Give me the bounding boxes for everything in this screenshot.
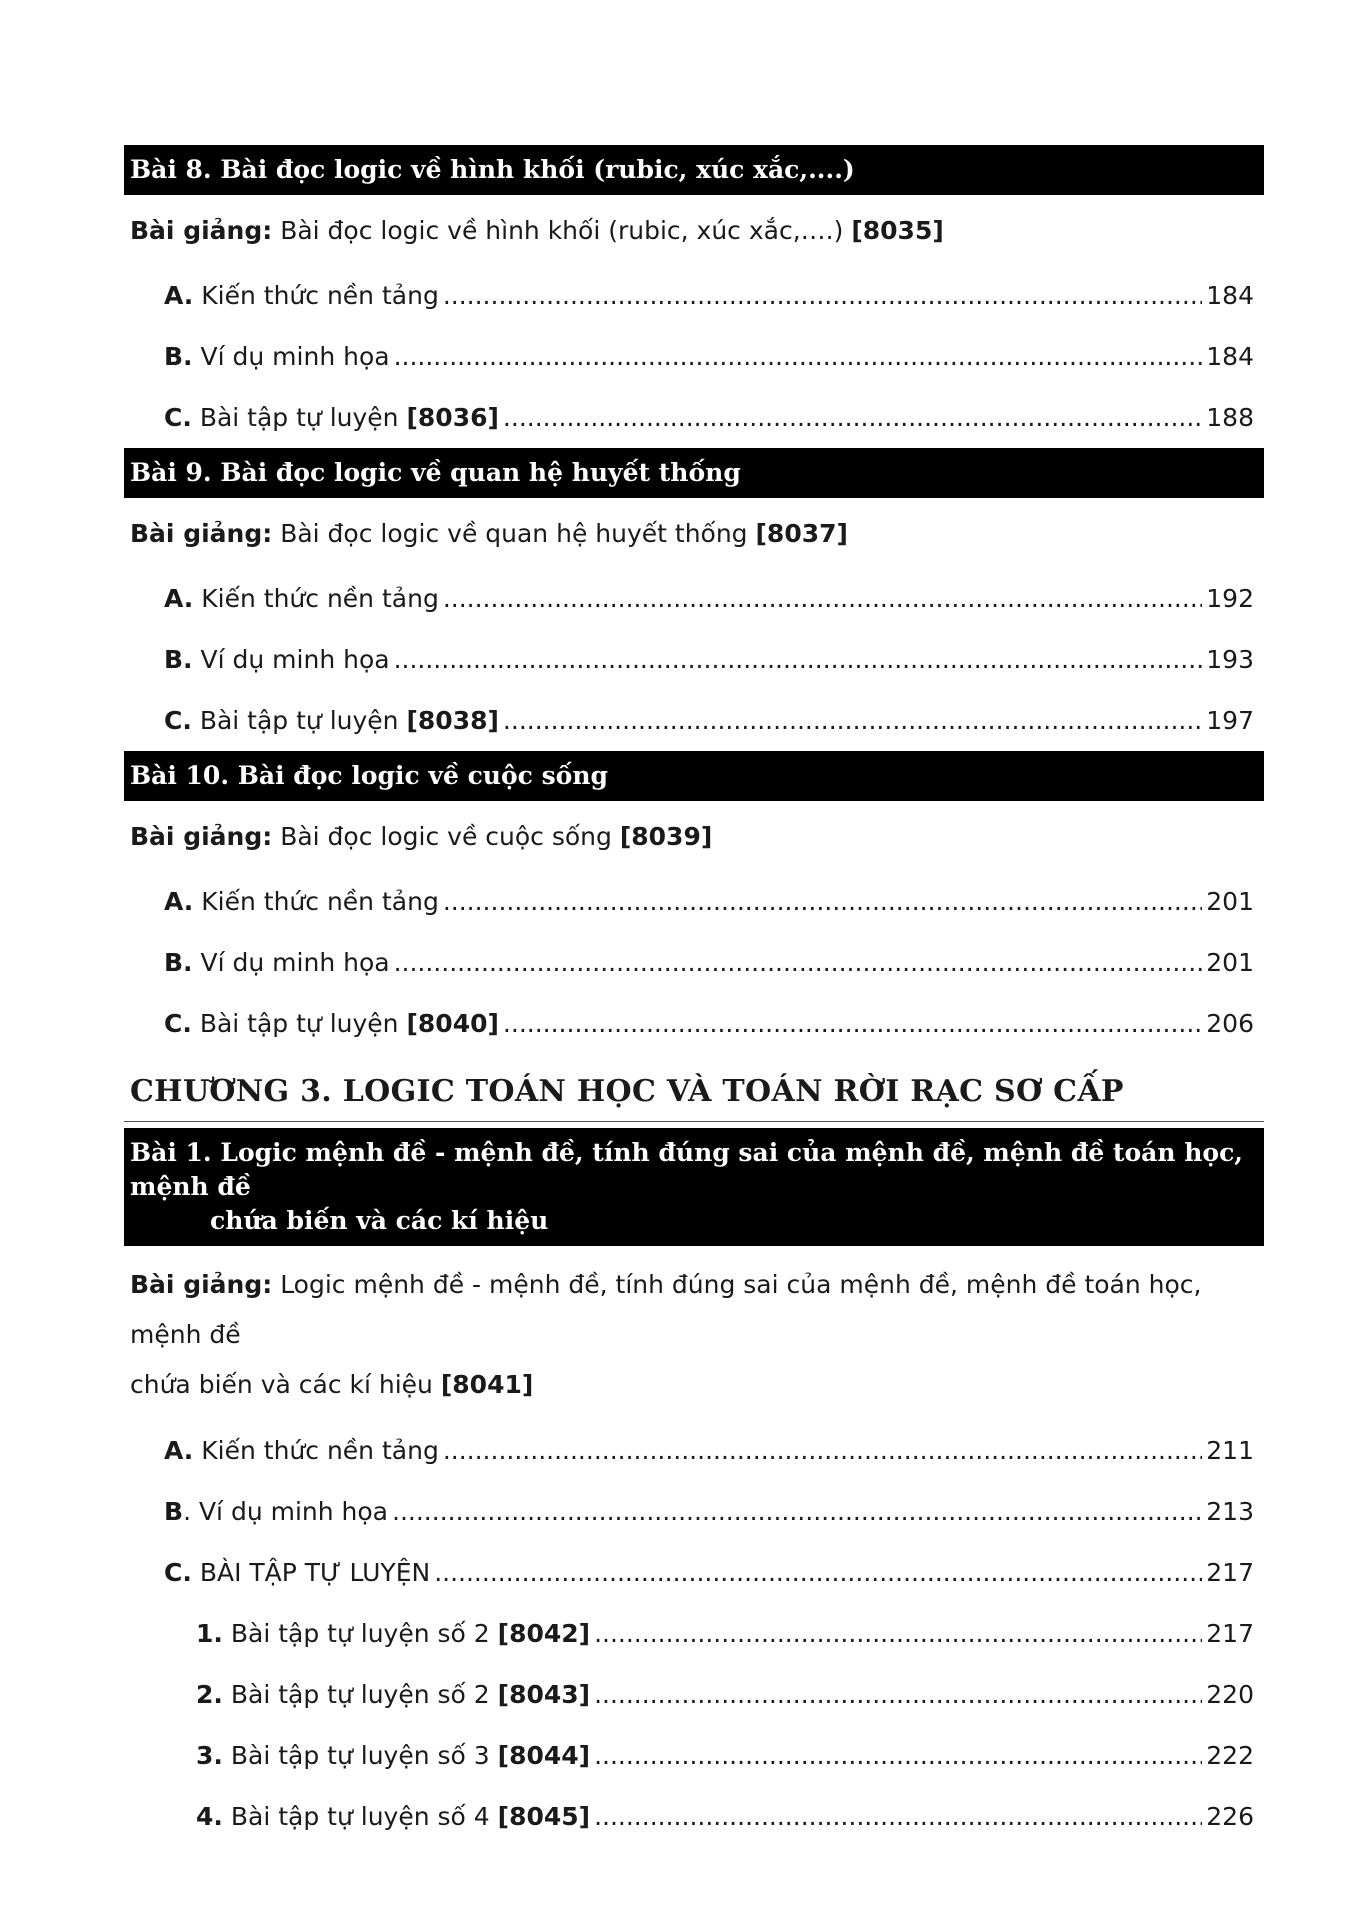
dot-leader <box>392 1481 1202 1542</box>
lesson-heading-number: Bài 1. <box>130 1138 212 1167</box>
dot-leader <box>594 1664 1202 1725</box>
lecture-label: Bài giảng: <box>130 822 273 851</box>
entry-code: [8038] <box>406 706 499 735</box>
entry-text: Ví dụ minh họa <box>200 342 390 371</box>
lesson-heading <box>124 448 1264 498</box>
toc-entry[interactable] <box>124 1542 1264 1603</box>
entry-letter: A. <box>164 281 194 310</box>
lecture-text: Bài đọc logic về hình khối (rubic, xúc xắc,….) <box>280 216 844 245</box>
lecture-line <box>124 498 1264 568</box>
entry-page: 201 <box>1206 887 1254 916</box>
lecture-text: Bài đọc logic về quan hệ huyết thống <box>280 519 748 548</box>
entry-text: Bài tập tự luyện <box>199 706 399 735</box>
subentry-number: 4. <box>196 1802 223 1831</box>
lecture-label: Bài giảng: <box>130 519 273 548</box>
entry-letter: B. <box>164 948 193 977</box>
dot-leader <box>394 629 1203 690</box>
entry-page: 188 <box>1206 403 1254 432</box>
toc-entry[interactable] <box>124 568 1264 629</box>
entry-page: 193 <box>1206 645 1254 674</box>
dot-leader <box>503 387 1202 448</box>
toc-entry[interactable] <box>124 932 1264 993</box>
entry-page: 197 <box>1206 706 1254 735</box>
entry-code: [8036] <box>406 403 499 432</box>
subentry-code: [8043] <box>497 1680 591 1709</box>
entry-letter: C. <box>164 706 192 735</box>
dot-leader <box>394 326 1203 387</box>
toc-subentry[interactable] <box>124 1664 1264 1725</box>
dot-leader <box>434 1542 1202 1603</box>
subentry-page: 226 <box>1206 1802 1254 1831</box>
lesson-heading <box>124 751 1264 801</box>
entry-text: Ví dụ minh họa <box>200 948 390 977</box>
entry-text: Kiến thức nền tảng <box>201 887 439 916</box>
subentry-code: [8045] <box>497 1802 591 1831</box>
dot-leader <box>443 568 1202 629</box>
entry-page: 217 <box>1206 1558 1254 1587</box>
lecture-code: [8037] <box>755 519 848 548</box>
subentry-code: [8044] <box>497 1741 591 1770</box>
entry-page: 201 <box>1206 948 1254 977</box>
lesson-heading-title-cont: chứa biến và các kí hiệu <box>210 1206 549 1235</box>
lecture-line <box>124 195 1264 265</box>
entry-text: BÀI TẬP TỰ LUYỆN <box>199 1558 431 1587</box>
subentry-page: 222 <box>1206 1741 1254 1770</box>
toc-subentry[interactable] <box>124 1725 1264 1786</box>
entry-letter: B. <box>164 645 193 674</box>
lesson-heading <box>124 145 1264 195</box>
entry-letter: B. <box>164 342 193 371</box>
lecture-line <box>124 1246 1264 1420</box>
entry-page: 184 <box>1206 342 1254 371</box>
subentry-number: 3. <box>196 1741 223 1770</box>
toc-entry[interactable] <box>124 993 1264 1054</box>
toc-entry[interactable] <box>124 1420 1264 1481</box>
entry-code: [8040] <box>406 1009 499 1038</box>
toc-entry[interactable] <box>124 871 1264 932</box>
lesson-heading-number: Bài 8. <box>130 155 212 184</box>
lecture-code: [8035] <box>851 216 944 245</box>
lesson-heading-title: Bài đọc logic về cuộc sống <box>237 761 608 790</box>
entry-letter: C. <box>164 403 192 432</box>
entry-letter: A. <box>164 584 194 613</box>
lecture-line <box>124 801 1264 871</box>
entry-letter: C. <box>164 1558 192 1587</box>
lesson-heading-title: Bài đọc logic về hình khối (rubic, xúc xắc,....) <box>220 155 855 184</box>
entry-text: Bài tập tự luyện <box>199 1009 399 1038</box>
lesson-heading-title: Logic mệnh đề - mệnh đề, tính đúng sai của mệnh đề, mệnh đề toán học, mệnh đề <box>130 1138 1243 1201</box>
subentry-page: 217 <box>1206 1619 1254 1648</box>
lecture-text-cont: chứa biến và các kí hiệu <box>130 1370 433 1399</box>
dot-leader <box>443 265 1202 326</box>
dot-leader <box>394 932 1203 993</box>
toc-subentry[interactable] <box>124 1786 1264 1847</box>
toc-page <box>124 145 1264 1847</box>
dot-leader <box>443 1420 1202 1481</box>
dot-leader <box>503 690 1202 751</box>
dot-leader <box>594 1603 1202 1664</box>
subentry-text: Bài tập tự luyện số 3 <box>230 1741 490 1770</box>
toc-entry[interactable] <box>124 326 1264 387</box>
dot-leader <box>594 1786 1202 1847</box>
toc-entry[interactable] <box>124 629 1264 690</box>
lecture-label: Bài giảng: <box>130 1270 273 1299</box>
lecture-text: Bài đọc logic về cuộc sống <box>280 822 612 851</box>
lesson-heading-title: Bài đọc logic về quan hệ huyết thống <box>220 458 741 487</box>
entry-text: . Ví dụ minh họa <box>183 1497 389 1526</box>
entry-text: Bài tập tự luyện <box>199 403 399 432</box>
entry-letter: C. <box>164 1009 192 1038</box>
lecture-code: [8039] <box>619 822 713 851</box>
toc-subentry[interactable] <box>124 1603 1264 1664</box>
toc-entry[interactable] <box>124 387 1264 448</box>
entry-page: 184 <box>1206 281 1254 310</box>
entry-text: Kiến thức nền tảng <box>201 281 439 310</box>
entry-page: 206 <box>1206 1009 1254 1038</box>
subentry-number: 1. <box>196 1619 223 1648</box>
toc-entry[interactable] <box>124 690 1264 751</box>
entry-page: 213 <box>1206 1497 1254 1526</box>
entry-letter: B <box>164 1497 184 1526</box>
lesson-heading <box>124 1128 1264 1246</box>
dot-leader <box>594 1725 1202 1786</box>
subentry-text: Bài tập tự luyện số 2 <box>230 1680 490 1709</box>
entry-letter: A. <box>164 1436 194 1465</box>
chapter-title: CHƯƠNG 3. LOGIC TOÁN HỌC VÀ TOÁN RỜI RẠC SƠ CẤP <box>124 1054 1264 1122</box>
dot-leader <box>443 871 1202 932</box>
entry-page: 192 <box>1206 584 1254 613</box>
entry-page: 211 <box>1206 1436 1254 1465</box>
lecture-code: [8041] <box>440 1370 534 1399</box>
subentry-number: 2. <box>196 1680 223 1709</box>
toc-entry[interactable] <box>124 265 1264 326</box>
entry-text: Ví dụ minh họa <box>200 645 390 674</box>
subentry-text: Bài tập tự luyện số 2 <box>230 1619 490 1648</box>
subentry-page: 220 <box>1206 1680 1254 1709</box>
toc-entry[interactable] <box>124 1481 1264 1542</box>
lecture-label: Bài giảng: <box>130 216 273 245</box>
subentry-text: Bài tập tự luyện số 4 <box>230 1802 490 1831</box>
subentry-code: [8042] <box>497 1619 591 1648</box>
lecture-text: Logic mệnh đề - mệnh đề, tính đúng sai của mệnh đề, mệnh đề toán học, mệnh đề <box>130 1270 1202 1349</box>
lesson-heading-number: Bài 10. <box>130 761 230 790</box>
lesson-heading-number: Bài 9. <box>130 458 212 487</box>
entry-text: Kiến thức nền tảng <box>201 584 439 613</box>
entry-letter: A. <box>164 887 194 916</box>
dot-leader <box>503 993 1202 1054</box>
entry-text: Kiến thức nền tảng <box>201 1436 439 1465</box>
